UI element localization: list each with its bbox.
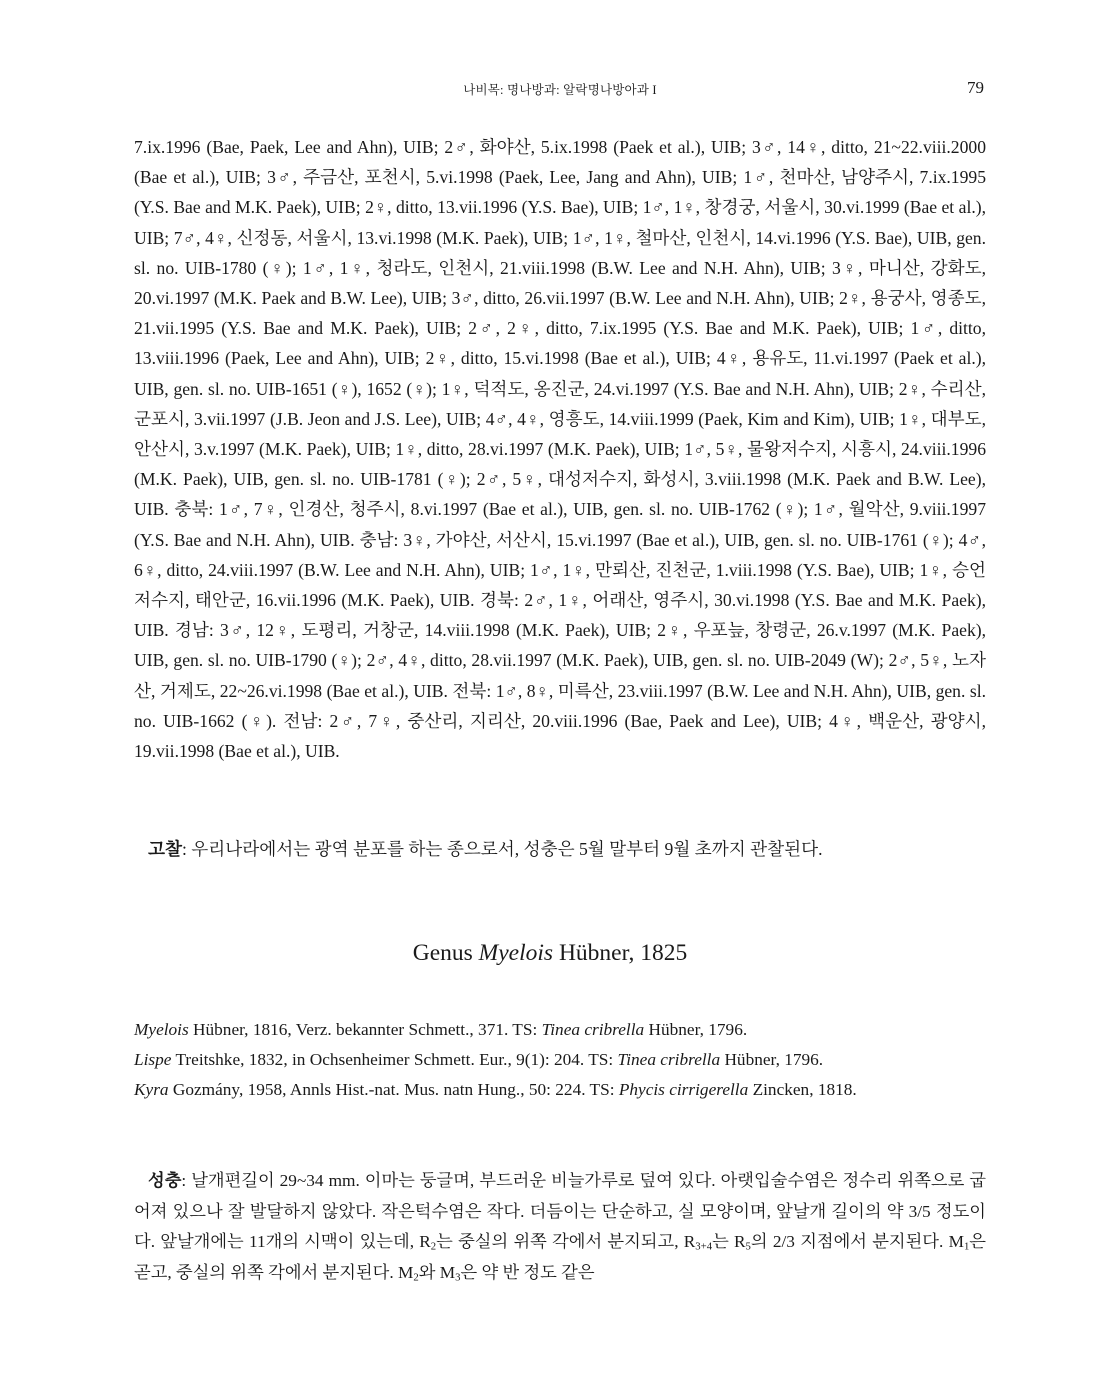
synonym-citation: Gozmány, 1958, Annls Hist.-nat. Mus. natn Hung., 50: 224. TS: bbox=[168, 1080, 619, 1099]
type-species: Tinea cribrella bbox=[617, 1050, 721, 1069]
page-number: 79 bbox=[967, 78, 984, 97]
remark-paragraph bbox=[134, 834, 986, 864]
adult-text: 은 곧고, 중실의 위쪽 각에서 분지된다. M bbox=[134, 1232, 986, 1282]
synonym-entry bbox=[134, 1045, 986, 1075]
synonym-name: Lispe bbox=[134, 1050, 172, 1069]
adult-text: 의 2/3 지점에서 분지된다. M bbox=[750, 1232, 964, 1251]
genus-heading bbox=[0, 940, 1100, 967]
genus-name: Myelois bbox=[478, 940, 554, 966]
type-species-author: Hübner, 1796. bbox=[720, 1050, 824, 1069]
genus-author: Hübner, 1825 bbox=[553, 940, 688, 966]
synonym-name: Myelois bbox=[134, 1020, 189, 1039]
type-species: Phycis cirrigerella bbox=[618, 1080, 749, 1099]
type-species: Tinea cribrella bbox=[541, 1020, 645, 1039]
vein-subscript: 3 bbox=[455, 1271, 461, 1284]
adult-text: 는 R bbox=[712, 1232, 746, 1251]
synonym-entry bbox=[134, 1015, 986, 1045]
synonym-citation: Treitshke, 1832, in Ochsenheimer Schmett. Eur., 9(1): 204. TS: bbox=[171, 1050, 618, 1069]
running-head: 나비목: 명나방과: 알락명나방아과 I bbox=[463, 83, 657, 97]
synonym-entry bbox=[134, 1075, 986, 1105]
type-species-author: Hübner, 1796. bbox=[644, 1020, 748, 1039]
adult-description bbox=[134, 1166, 986, 1288]
vein-subscript: 2 bbox=[413, 1271, 419, 1284]
vein-subscript: 2 bbox=[430, 1240, 437, 1253]
page-header bbox=[134, 78, 986, 100]
adult-text: 는 중실의 위쪽 각에서 분지되고, R bbox=[436, 1232, 696, 1251]
remark-text: : 우리나라에서는 광역 분포를 하는 종으로서, 성충은 5월 말부터 9월 초까지 관찰된다. bbox=[182, 839, 823, 859]
synonym-citation: Hübner, 1816, Verz. bekannter Schmett., 371. TS: bbox=[188, 1020, 542, 1039]
adult-text: 와 M bbox=[418, 1262, 456, 1282]
specimen-records: 7.ix.1996 (Bae, Paek, Lee and Ahn), UIB; 2♂, 화야산, 5.ix.1998 (Paek et al.), UIB; 3♂, 14♀, ditto, 21~22.viii.2000 (Bae et al.), UIB; 3♂, 주금산, 포천시, 5.vi.1998 (Paek, Lee, Jang and Ahn), UIB; 1♂, 천마산, 남양주시, 7.ix.1995 (Y.S. Bae and M.K. Paek), UIB; 2♀, ditto, 13.vii.1996 (Y.S. Bae), UIB; 1♂, 1♀, 창경궁, 서울시, 30.vi.1999 (Bae et al.), UIB; 7♂, 4♀, 신정동, 서울시, 13.vi.1998 (M.K. Paek), UIB; 1♂, 1♀, 철마산, 인천시, 14.vi.1996 (Y.S. Bae), UIB, gen. sl. no. UIB-1780 (♀); 1♂, 1♀, 청라도, 인천시, 21.viii.1998 (B.W. Lee and N.H. Ahn), UIB; 3♀, 마니산, 강화도, 20.vi.1997 (M.K. Paek and B.W. Lee), UIB; 3♂, ditto, 26.vii.1997 (B.W. Lee and N.H. Ahn), UIB; 2♀, 용궁사, 영종도, 21.vii.1995 (Y.S. Bae and M.K. Paek), UIB; 2♂, 2♀, ditto, 7.ix.1995 (Y.S. Bae and M.K. Paek), UIB; 1♂, ditto, 13.viii.1996 (Paek, Lee and Ahn), UIB; 2♀, ditto, 15.vi.1998 (Bae et al.), UIB; 4♀, 용유도, 11.vi.1997 (Paek et al.), UIB, gen. sl. no. UIB-1651 (♀), 1652 (♀); 1♀, 덕적도, 옹진군, 24.vi.1997 (Y.S. Bae and N.H. Ahn), UIB; 2♀, 수리산, 군포시, 3.vii.1997 (J.B. Jeon and J.S. Lee), UIB; 4♂, 4♀, 영흥도, 14.viii.1999 (Paek, Kim and Kim), UIB; 1♀, 대부도, 안산시, 3.v.1997 (M.K. Paek), UIB; 1♀, ditto, 28.vi.1997 (M.K. Paek), UIB; 1♂, 5♀, 물왕저수지, 시흥시, 24.viii.1996 (M.K. Paek), UIB, gen. sl. no. UIB-1781 (♀); 2♂, 5♀, 대성저수지, 화성시, 3.viii.1998 (M.K. Paek and B.W. Lee), UIB. 충북: 1♂, 7♀, 인경산, 청주시, 8.vi.1997 (Bae et al.), UIB, gen. sl. no. UIB-1762 (♀); 1♂, 월악산, 9.viii.1997 (Y.S. Bae and N.H. Ahn), UIB. 충남: 3♀, 가야산, 서산시, 15.vi.1997 (Bae et al.), UIB, gen. sl. no. UIB-1761 (♀); 4♂, 6♀, ditto, 24.viii.1997 (B.W. Lee and N.H. Ahn), UIB; 1♂, 1♀, 만뢰산, 진천군, 1.viii.1998 (Y.S. Bae), UIB; 1♀, 승언저수지, 태안군, 16.vii.1996 (M.K. Paek), UIB. 경북: 2♂, 1♀, 어래산, 영주시, 30.vi.1998 (Y.S. Bae and M.K. Paek), UIB. 경남: 3♂, 12♀, 도평리, 거창군, 14.viii.1998 (M.K. Paek), UIB; 2♀, 우포늪, 창령군, 26.v.1997 (M.K. Paek), UIB, gen. sl. no. UIB-1790 (♀); 2♂, 4♀, ditto, 28.vii.1997 (M.K. Paek), UIB, gen. sl. no. UIB-2049 (W); 2♂, 5♀, 노자산, 거제도, 22~26.vi.1998 (Bae et al.), UIB. 전북: 1♂, 8♀, 미륵산, 23.viii.1997 (B.W. Lee and N.H. Ahn), UIB, gen. sl. no. UIB-1662 (♀). 전남: 2♂, 7♀, 중산리, 지리산, 20.viii.1996 (Bae, Paek and Lee), UIB; 4♀, 백운산, 광양시, 19.vii.1998 (Bae et al.), UIB. bbox=[134, 137, 986, 762]
synonym-list bbox=[134, 1015, 986, 1105]
adult-label: 성충 bbox=[148, 1171, 182, 1190]
adult-text: 은 약 반 정도 같은 bbox=[460, 1262, 595, 1282]
remark-label: 고찰 bbox=[148, 839, 182, 859]
vein-subscript: 1 bbox=[963, 1240, 970, 1253]
adult-text: : 날개편길이 29~34 mm. 이마는 둥글며, 부드러운 비늘가루로 덮여 있다. 아랫입술수염은 정수리 위쪽으로 굽어져 있으나 잘 발달하지 않았다. 작은턱수염은 작다. 더듬이는 단순하고, 실 모양이며, 앞날개 길이의 약 3/5 정도이다. 앞날개에는 11개의 시맥이 있는데, R bbox=[134, 1171, 986, 1251]
vein-subscript: 5 bbox=[745, 1240, 751, 1253]
type-species-author: Zincken, 1818. bbox=[748, 1080, 857, 1099]
vein-subscript: 3+4 bbox=[695, 1240, 713, 1253]
synonym-name: Kyra bbox=[134, 1080, 169, 1099]
genus-prefix: Genus bbox=[412, 940, 479, 966]
